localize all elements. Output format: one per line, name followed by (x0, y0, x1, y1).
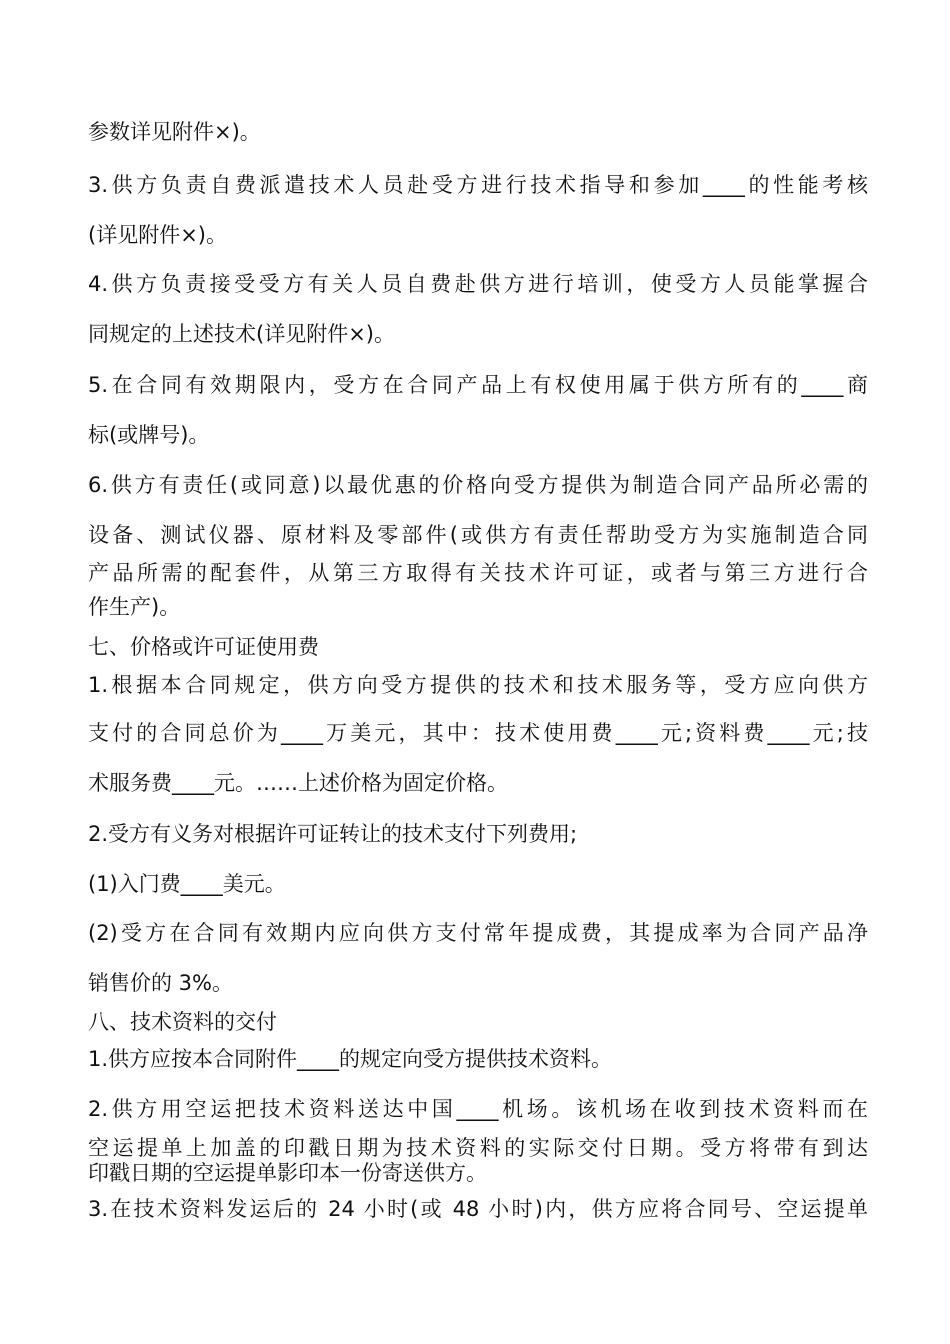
body-text-line: (2)受方在合同有效期内应向供方支付常年提成费，其提成率为合同产品净 (88, 921, 868, 945)
body-text-line: 1.供方应按本合同附件____的规定向受方提供技术资料。 (88, 1047, 613, 1071)
body-text-line: 空运提单上加盖的印戳日期为技术资料的实际交付日期。受方将带有到达 (88, 1136, 868, 1160)
body-text-line: 销售价的 3%。 (88, 971, 233, 995)
body-text-line: 印戳日期的空运提单影印本一份寄送供方。 (88, 1161, 487, 1185)
body-text-line: 2.受方有义务对根据许可证转让的技术支付下列费用; (88, 822, 578, 846)
body-text-line: 作生产)。 (88, 595, 181, 619)
body-text-line: 3.在技术资料发运后的 24 小时(或 48 小时)内，供方应将合同号、空运提单 (88, 1197, 868, 1221)
body-text-line: 产品所需的配套件，从第三方取得有关技术许可证，或者与第三方进行合 (88, 561, 868, 585)
body-text-line: 支付的合同总价为____万美元，其中：技术使用费____元;资料费____元;技 (88, 721, 868, 745)
body-text-line: (1)入门费____美元。 (88, 872, 286, 896)
body-text-line: 2.供方用空运把技术资料送达中国____机场。该机场在收到技术资料而在 (88, 1097, 868, 1121)
body-text-line: 设备、测试仪器、原材料及零部件(或供方有责任帮助受方为实施制造合同 (88, 523, 868, 547)
body-text-line: 6.供方有责任(或同意)以最优惠的价格向受方提供为制造合同产品所必需的 (88, 473, 868, 497)
body-text-line: 1.根据本合同规定，供方向受方提供的技术和技术服务等，受方应向供方 (88, 673, 868, 697)
section-heading: 八、技术资料的交付 (88, 1010, 277, 1034)
body-text-line: 同规定的上述技术(详见附件×)。 (88, 322, 395, 346)
section-heading: 七、价格或许可证使用费 (88, 635, 319, 659)
body-text-line: 4.供方负责接受受方有关人员自费赴供方进行培训，使受方人员能掌握合 (88, 272, 868, 296)
body-text-line: (详见附件×)。 (88, 223, 227, 247)
body-text-line: 标(或牌号)。 (88, 423, 210, 447)
body-text-line: 3.供方负责自费派遣技术人员赴受方进行技术指导和参加____的性能考核 (88, 173, 868, 197)
body-text-line: 参数详见附件×)。 (88, 120, 261, 144)
body-text-line: 5.在合同有效期限内，受方在合同产品上有权使用属于供方所有的____商 (88, 373, 868, 397)
body-text-line: 术服务费____元。……上述价格为固定价格。 (88, 771, 508, 795)
